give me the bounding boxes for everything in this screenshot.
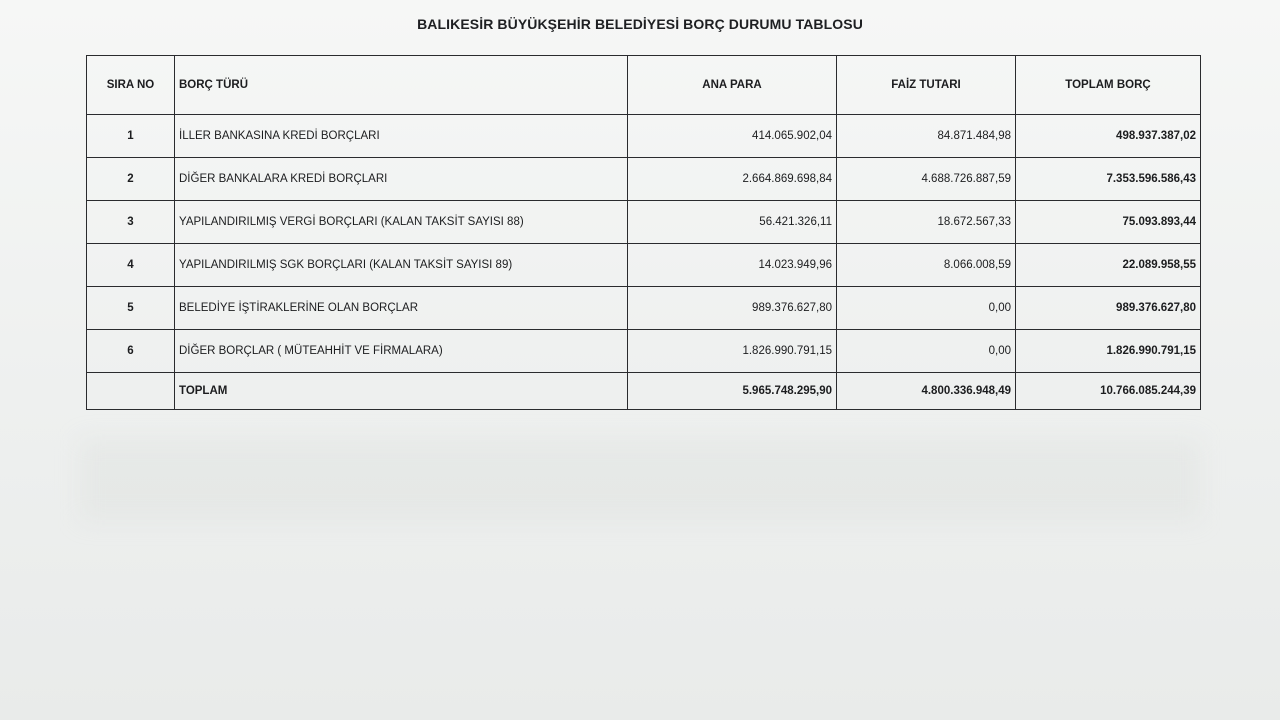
total-row-number-empty: [87, 373, 175, 410]
table-total-row: [87, 373, 1201, 410]
row-number: 3: [87, 201, 175, 244]
row-total: 7.353.596.586,43: [1016, 158, 1201, 201]
row-interest: 4.688.726.887,59: [837, 158, 1016, 201]
row-interest: 8.066.008,59: [837, 244, 1016, 287]
page-shadow-area: [80, 440, 1200, 520]
row-total: 1.826.990.791,15: [1016, 330, 1201, 373]
row-total: 498.937.387,02: [1016, 115, 1201, 158]
row-total: 75.093.893,44: [1016, 201, 1201, 244]
row-interest: 18.672.567,33: [837, 201, 1016, 244]
header-ana-para: ANA PARA: [628, 56, 837, 115]
row-debt-type: DİĞER BORÇLAR ( MÜTEAHHİT VE FİRMALARA): [175, 330, 628, 373]
row-number: 6: [87, 330, 175, 373]
row-debt-type: BELEDİYE İŞTİRAKLERİNE OLAN BORÇLAR: [175, 287, 628, 330]
row-number: 5: [87, 287, 175, 330]
row-principal: 1.826.990.791,15: [628, 330, 837, 373]
row-debt-type: YAPILANDIRILMIŞ SGK BORÇLARI (KALAN TAKSİT SAYISI 89): [175, 244, 628, 287]
row-number: 1: [87, 115, 175, 158]
row-principal: 14.023.949,96: [628, 244, 837, 287]
debt-table: [86, 55, 1201, 410]
total-grand: 10.766.085.244,39: [1016, 373, 1201, 410]
row-debt-type: İLLER BANKASINA KREDİ BORÇLARI: [175, 115, 628, 158]
total-label: TOPLAM: [175, 373, 628, 410]
row-total: 989.376.627,80: [1016, 287, 1201, 330]
header-toplam-borc: TOPLAM BORÇ: [1016, 56, 1201, 115]
row-interest: 84.871.484,98: [837, 115, 1016, 158]
header-borc-turu: BORÇ TÜRÜ: [175, 56, 628, 115]
table-header-row: [87, 56, 1201, 115]
row-number: 4: [87, 244, 175, 287]
table-row: [87, 158, 1201, 201]
row-debt-type: DİĞER BANKALARA KREDİ BORÇLARI: [175, 158, 628, 201]
document-title: BALIKESİR BÜYÜKŞEHİR BELEDİYESİ BORÇ DURUMU TABLOSU: [417, 16, 863, 32]
table-row: [87, 115, 1201, 158]
row-number: 2: [87, 158, 175, 201]
header-faiz-tutari: FAİZ TUTARI: [837, 56, 1016, 115]
row-total: 22.089.958,55: [1016, 244, 1201, 287]
total-interest: 4.800.336.948,49: [837, 373, 1016, 410]
row-principal: 989.376.627,80: [628, 287, 837, 330]
row-principal: 2.664.869.698,84: [628, 158, 837, 201]
table-row: [87, 330, 1201, 373]
row-interest: 0,00: [837, 287, 1016, 330]
row-interest: 0,00: [837, 330, 1016, 373]
table-row: [87, 287, 1201, 330]
table-row: [87, 201, 1201, 244]
row-principal: 56.421.326,11: [628, 201, 837, 244]
row-debt-type: YAPILANDIRILMIŞ VERGİ BORÇLARI (KALAN TAKSİT SAYISI 88): [175, 201, 628, 244]
row-principal: 414.065.902,04: [628, 115, 837, 158]
header-sira-no: SIRA NO: [87, 56, 175, 115]
total-principal: 5.965.748.295,90: [628, 373, 837, 410]
table-row: [87, 244, 1201, 287]
